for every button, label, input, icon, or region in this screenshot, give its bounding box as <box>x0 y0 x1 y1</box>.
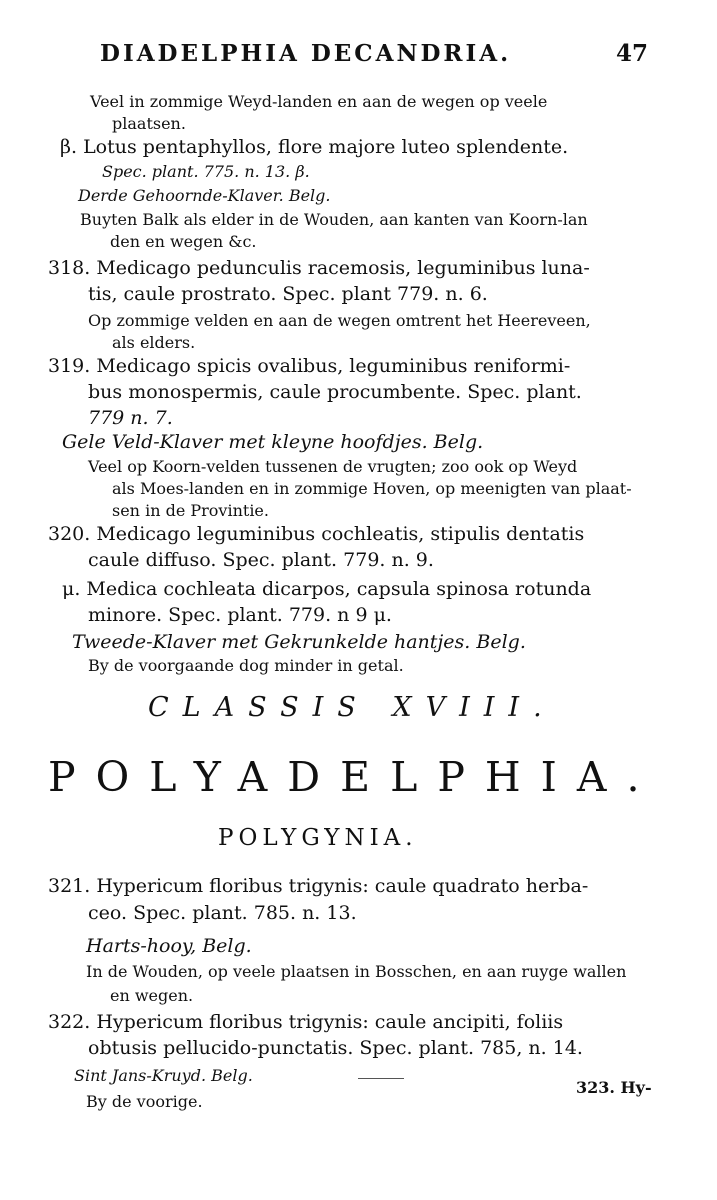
text-line: den en wegen &c. <box>110 232 257 251</box>
text-line: bus monospermis, caule procumbente. Spec. plant. <box>88 381 582 403</box>
text-line: In de Wouden, op veele plaatsen in Bosschen, en aan ruyge wallen <box>86 962 627 981</box>
text-line: Derde Gehoornde-Klaver. Belg. <box>78 186 331 205</box>
text-line: 319. Medicago spicis ovalibus, leguminibus reniformi- <box>48 355 571 377</box>
text-line: Gele Veld-Klaver met kleyne hoofdjes. Belg. <box>62 431 484 453</box>
text-line: 779 n. 7. <box>88 407 173 429</box>
text-line: Spec. plant. 775. n. 13. β. <box>102 162 310 181</box>
text-line: als elders. <box>112 333 196 352</box>
running-head: DIADELPHIA DECANDRIA. <box>100 40 512 67</box>
text-line: 318. Medicago pedunculis racemosis, leguminibus luna- <box>48 257 590 279</box>
catchword: 323. Hy- <box>576 1078 652 1097</box>
text-line: μ. Medica cochleata dicarpos, capsula spinosa rotunda <box>62 578 592 600</box>
text-line: By de voorgaande dog minder in getal. <box>88 656 404 675</box>
text-line: ceo. Spec. plant. 785. n. 13. <box>88 902 357 924</box>
classis-heading: CLASSIS XVIII. <box>148 692 556 723</box>
text-line: Veel op Koorn-velden tussenen de vrugten; zoo ook op Weyd <box>88 457 578 476</box>
text-line: Sint Jans-Kruyd. Belg. <box>74 1066 253 1085</box>
text-line: als Moes-landen en in zommige Hoven, op meenigten van plaat- <box>112 479 632 498</box>
text-line: minore. Spec. plant. 779. n 9 μ. <box>88 604 392 626</box>
text-line: Harts-hooy, Belg. <box>86 935 252 957</box>
text-line: sen in de Provintie. <box>112 501 269 520</box>
text-line: plaatsen. <box>112 114 186 133</box>
class-title: POLYADELPHIA. <box>48 753 660 801</box>
text-line: Veel in zommige Weyd-landen en aan de wegen op veele <box>90 92 548 111</box>
text-line: tis, caule prostrato. Spec. plant 779. n. 6. <box>88 283 488 305</box>
text-line: caule diffuso. Spec. plant. 779. n. 9. <box>88 549 434 571</box>
text-line: 320. Medicago leguminibus cochleatis, stipulis dentatis <box>48 523 585 545</box>
text-line: By de voorige. <box>86 1092 203 1111</box>
text-line: Tweede-Klaver met Gekrunkelde hantjes. Belg. <box>72 631 526 653</box>
short-rule <box>358 1078 404 1079</box>
text-line: 321. Hypericum floribus trigynis: caule quadrato herba- <box>48 875 589 897</box>
text-line: β. Lotus pentaphyllos, flore majore luteo splendente. <box>60 136 569 158</box>
text-line: Op zommige velden en aan de wegen omtrent het Heereveen, <box>88 311 591 330</box>
order-title: POLYGYNIA. <box>218 825 418 851</box>
text-line: en wegen. <box>110 986 194 1005</box>
text-line: Buyten Balk als elder in de Wouden, aan kanten van Koorn-lan <box>80 210 588 229</box>
page-number: 47 <box>616 40 649 67</box>
text-line: 322. Hypericum floribus trigynis: caule ancipiti, foliis <box>48 1011 564 1033</box>
text-line: obtusis pellucido-punctatis. Spec. plant. 785, n. 14. <box>88 1037 583 1059</box>
